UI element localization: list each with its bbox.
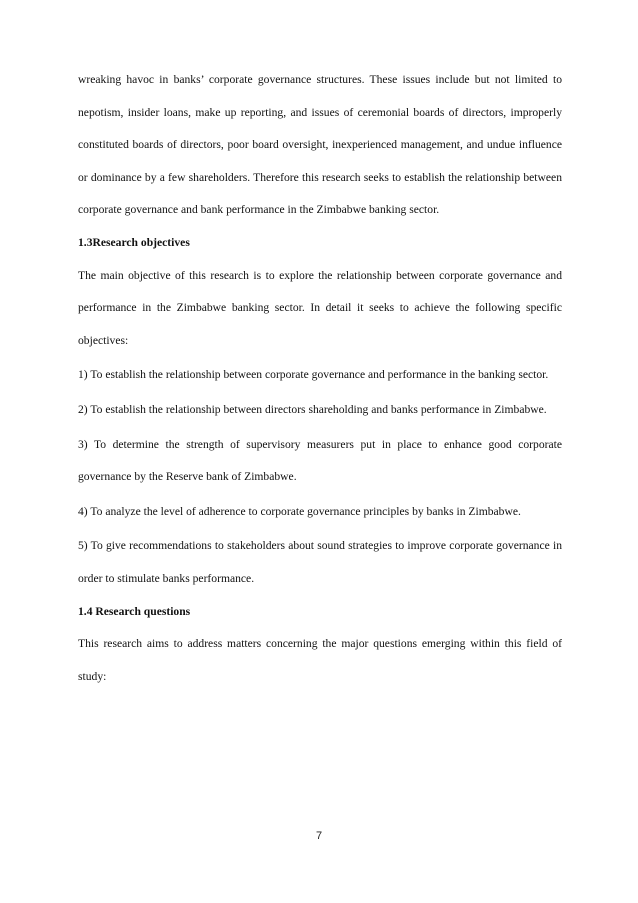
intro-paragraph: wreaking havoc in banks’ corporate governance structures. These issues include but not limited to nepotism, insider loans, make up reporting, and issues of ceremonial boards of directors, improperly constituted boards of directors, poor board oversight, inexperienced management, and undue influence or dominance by a few shareholders. Therefore this research seeks to establish the relationship between corporate governance and bank performance in the Zimbabwe banking sector. <box>78 73 562 217</box>
objectives-intro-paragraph: The main objective of this research is to explore the relationship between corporate governance and performance in the Zimbabwe banking sector. In detail it seeks to achieve the following specific objectives: <box>78 268 562 347</box>
questions-intro-paragraph: This research aims to address matters concerning the major questions emerging within this field of study: <box>78 637 562 683</box>
objective-item-4: 4) To analyze the level of adherence to corporate governance principles by banks in Zimbabwe. <box>78 504 521 518</box>
objective-item-2: 2) To establish the relationship between directors shareholding and banks performance in Zimbabwe. <box>78 402 547 416</box>
section-heading-research-objectives: 1.3Research objectives <box>78 235 190 249</box>
objective-item-3: 3) To determine the strength of supervisory measurers put in place to enhance good corporate governance by the Reserve bank of Zimbabwe. <box>78 437 562 484</box>
section-heading-research-questions: 1.4 Research questions <box>78 604 191 618</box>
page-number: 7 <box>315 830 323 842</box>
objective-item-1: 1) To establish the relationship between corporate governance and performance in the banking sector. <box>78 368 549 382</box>
objective-item-5: 5) To give recommendations to stakeholders about sound strategies to improve corporate governance in order to stimulate banks performance. <box>78 539 562 585</box>
document-page <box>78 64 562 693</box>
